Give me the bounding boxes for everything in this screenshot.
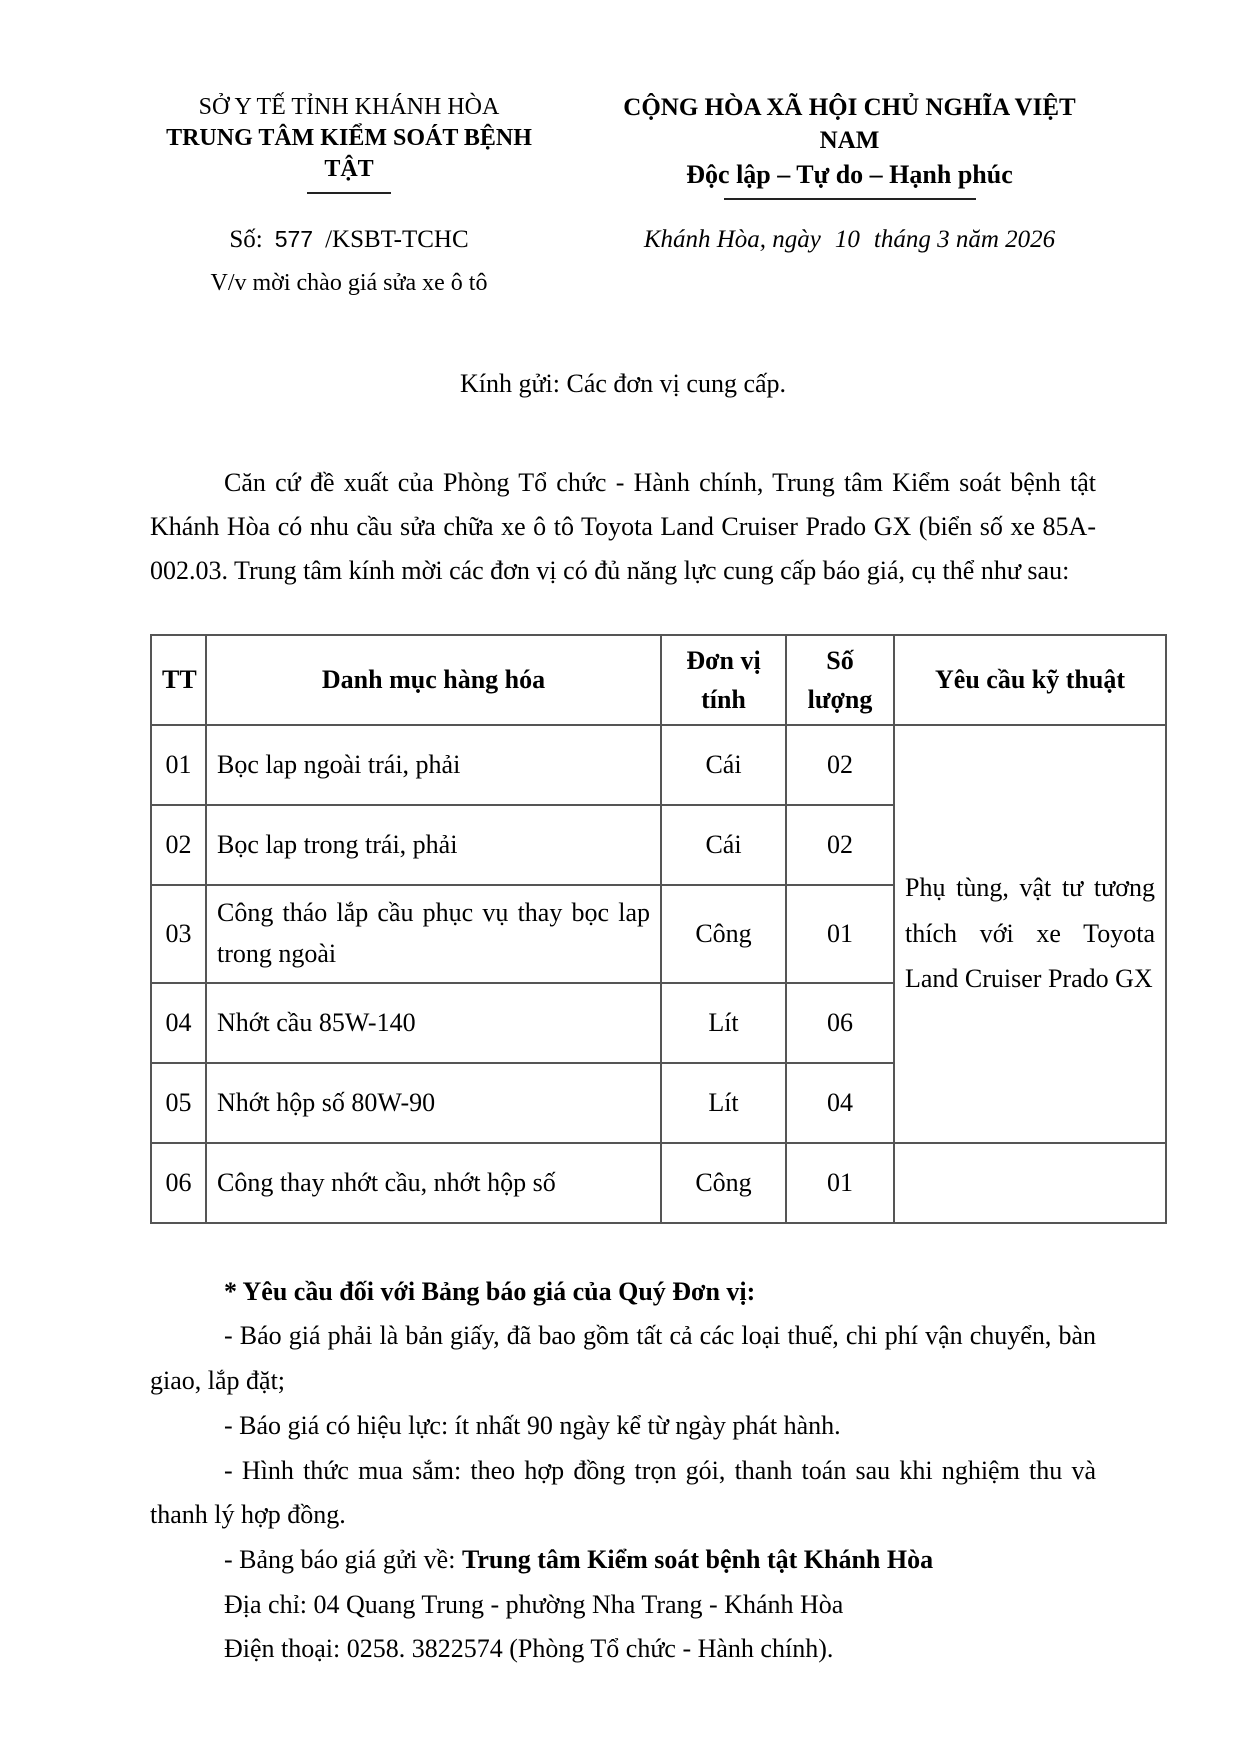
requirements-heading: * Yêu cầu đối với Bảng báo giá của Quý Đơn vị:: [224, 1276, 756, 1306]
header-cell-item: Danh mục hàng hóa: [206, 635, 661, 725]
table-header-row: [151, 635, 1166, 725]
date-place: Khánh Hòa, ngày: [643, 226, 821, 254]
document-number: [150, 226, 548, 254]
cell-item: Bọc lap ngoài trái, phải: [206, 725, 661, 805]
requirement-method: - Hình thức mua sắm: theo hợp đồng trọn gói, thanh toán sau khi nghiệm thu và thanh lý hợp đồng.: [150, 1455, 1096, 1530]
requirement-validity: - Báo giá có hiệu lực: ít nhất 90 ngày kể từ ngày phát hành.: [224, 1410, 841, 1440]
contact-phone: Điện thoại: 0258. 3822574 (Phòng Tổ chức - Hành chính).: [224, 1634, 834, 1664]
send-to-organization: Trung tâm Kiểm soát bệnh tật Khánh Hòa: [461, 1544, 934, 1574]
parent-agency-name: SỞ Y TẾ TỈNH KHÁNH HÒA: [198, 94, 500, 120]
cell-qty: 06: [786, 983, 894, 1063]
motto-underline: [724, 198, 976, 200]
cell-unit: Lít: [661, 1063, 786, 1143]
cell-item: Nhớt cầu 85W-140: [206, 983, 661, 1063]
table-row: [151, 725, 1166, 805]
document-meta-row: [150, 226, 1096, 254]
send-to-prefix: - Bảng báo giá gửi về:: [224, 1544, 462, 1574]
cell-unit: Cái: [661, 805, 786, 885]
contact-address: Địa chỉ: 04 Quang Trung - phường Nha Trang - Khánh Hòa: [224, 1589, 844, 1619]
requirement-send-to: [150, 1538, 1096, 1583]
cell-qty: 04: [786, 1063, 894, 1143]
cell-item: Nhớt hộp số 80W-90: [206, 1063, 661, 1143]
cell-tt: 01: [151, 725, 206, 805]
national-motto-block: [548, 92, 1096, 200]
cell-tt: 02: [151, 805, 206, 885]
requirements-section: [150, 1270, 1096, 1672]
header-cell-unit: Đơn vị tính: [661, 635, 786, 725]
cell-qty: 01: [786, 885, 894, 983]
cell-item: Công thay nhớt cầu, nhớt hộp số: [206, 1143, 661, 1223]
quotation-table: [150, 634, 1167, 1224]
document-number-value: 577: [274, 226, 314, 253]
document-number-suffix: /KSBT-TCHC: [325, 226, 469, 254]
salutation: Kính gửi: Các đơn vị cung cấp.: [459, 369, 787, 399]
cell-item: Công tháo lắp cầu phục vụ thay bọc lap trong ngoài: [206, 885, 661, 983]
header-cell-qty: Số lượng: [786, 635, 894, 725]
cell-tt: 03: [151, 885, 206, 983]
cell-qty: 02: [786, 805, 894, 885]
national-motto: Độc lập – Tự do – Hạnh phúc: [686, 160, 1013, 189]
date-line: [548, 226, 1096, 254]
cell-unit: Lít: [661, 983, 786, 1063]
cell-tech-empty: [894, 1143, 1166, 1223]
national-title: CỘNG HÒA XÃ HỘI CHỦ NGHĨA VIỆT NAM: [623, 94, 1076, 154]
date-month-year: tháng 3 năm 2026: [873, 226, 1056, 254]
document-subject: V/v mời chào giá sửa xe ô tô: [210, 270, 488, 297]
header-cell-tt: TT: [151, 635, 206, 725]
document-number-prefix: Số:: [229, 226, 263, 254]
cell-tt: 05: [151, 1063, 206, 1143]
cell-qty: 02: [786, 725, 894, 805]
agency-underline: [307, 192, 391, 194]
intro-paragraph: Căn cứ đề xuất của Phòng Tổ chức - Hành chính, Trung tâm Kiểm soát bệnh tật Khánh Hòa có nhu cầu sửa chữa xe ô tô Toyota Land Cruiser Prado GX (biển số xe 85A-002.03. Trung tâm kính mời các đơn vị có đủ năng lực cung cấp báo giá, cụ thể như sau:: [150, 468, 1109, 586]
issuing-agency-block: [150, 92, 548, 194]
cell-tt: 06: [151, 1143, 206, 1223]
document-header: [150, 92, 1096, 200]
date-day: 10: [834, 226, 860, 254]
cell-item: Bọc lap trong trái, phải: [206, 805, 661, 885]
header-cell-tech: Yêu cầu kỹ thuật: [894, 635, 1166, 725]
agency-name: TRUNG TÂM KIỂM SOÁT BỆNH TẬT: [166, 125, 532, 183]
cell-unit: Công: [661, 885, 786, 983]
cell-qty: 01: [786, 1143, 894, 1223]
cell-unit: Cái: [661, 725, 786, 805]
cell-unit: Công: [661, 1143, 786, 1223]
cell-tt: 04: [151, 983, 206, 1063]
cell-tech-requirement: Phụ tùng, vật tư tương thích với xe Toyota Land Cruiser Prado GX: [894, 725, 1166, 1143]
table-row: [151, 1143, 1166, 1223]
requirement-paper: - Báo giá phải là bản giấy, đã bao gồm tất cả các loại thuế, chi phí vận chuyển, bàn giao, lắp đặt;: [150, 1321, 1096, 1396]
